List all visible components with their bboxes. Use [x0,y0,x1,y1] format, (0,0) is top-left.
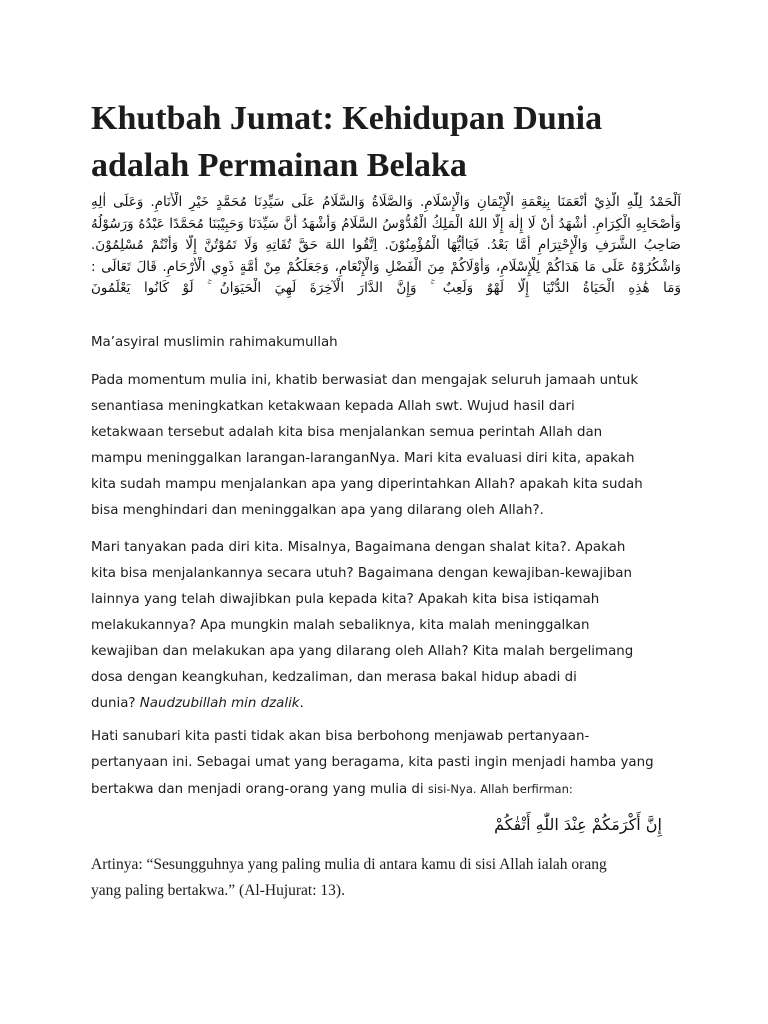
arabic-line: وَاشْكُرُوْهُ عَلَى مَا هَدَاكُمْ لِلْإِسْلَامِ، وَأَوْلَاكُمْ مِنَ الْفَضْلِ وَالْإِنْعَامِ، وَجَعَلَكُمْ مِنْ أُمَّةٍ ذَوِي الْأَرْحَامِ. قَالَ تَعَالَى : [91,258,681,275]
arabic-line: صَاحِبُ الشَّرَفِ وَالْإِحْتِرَامِ أَمَّا بَعْدُ. فَيَاأَيُّهَا الْمُؤْمِنُوْنَ. اِتَّقُوا اللهَ حَقَّ تُقَاتِهِ وَلَا تَمُوْتُنَّ إِلَّا وَأَنْتُمْ مُسْلِمُوْنَ. [91,237,681,253]
verse-translation [91,852,691,904]
arabic-line: وَأَصْحَابِهِ الْكِرَامِ. أَشْهَدُ أَنْ لَا إِلٰهَ إِلَّا اللهُ الْمَلِكُ الْقُدُّوْسُ السَّلَامُ وَأَشْهَدُ أَنَّ سَيِّدَنَا وَحَبِيْبَنَا مُحَمَّدًا عَبْدُهُ وَرَسُوْلُهُ [91,215,681,232]
arabic-opening-prayer [91,192,681,300]
paragraph-line: Hati sanubari kita pasti tidak akan bisa berbohong menjawab pertanyaan- [91,729,590,744]
page-title [91,95,691,189]
paragraph-line: kita bisa menjalankannya secara utuh? Bagaimana dengan kewajiban-kewajiban [91,566,632,581]
paragraph-line: lainnya yang telah diwajibkan pula kepada kita? Apakah kita bisa istiqamah [91,592,600,607]
italic-phrase: Naudzubillah min dzalik [139,696,300,711]
line-text: . [299,696,304,711]
paragraph-line: melakukannya? Apa mungkin malah sebaliknya, kita malah meninggalkan [91,618,590,633]
paragraph-line: senantiasa meningkatkan ketakwaan kepada Allah swt. Wujud hasil dari [91,399,575,414]
paragraph-line: mampu meninggalkan larangan-laranganNya. Mari kita evaluasi diri kita, apakah [91,451,635,466]
paragraph-line: Mari tanyakan pada diri kita. Misalnya, Bagaimana dengan shalat kita?. Apakah [91,540,626,555]
title-line-2: adalah Permainan Belaka [91,147,467,184]
paragraph-line [91,691,681,717]
paragraph-line: bisa menghindari dan meninggalkan apa yang dilarang oleh Allah?. [91,503,544,518]
arabic-line: اَلْحَمْدُ لِلّٰهِ الَّذِيْ أَنْعَمَنَا بِنِعْمَةِ الْإِيْمَانِ وَالْإِسْلَامِ. وَالصَّلَاةُ وَالسَّلَامُ عَلَى سَيِّدِنَا مُحَمَّدٍ خَيْرِ الْأَنَامِ. وَعَلَى اٰلِهِ [91,194,681,210]
line-text: dunia? [91,696,140,711]
paragraph-taqwa [91,368,681,524]
translation-line: Artinya: “Sesungguhnya yang paling mulia di antara kamu di sisi Allah ialah orang [91,856,607,873]
paragraph-line: kewajiban dan melakukan apa yang dilarang oleh Allah? Kita malah bergelimang [91,644,634,659]
paragraph-line: Pada momentum mulia ini, khatib berwasiat dan mengajak seluruh jamaah untuk [91,373,639,388]
paragraph-self-reflection [91,535,681,717]
paragraph-line: pertanyaan ini. Sebagai umat yang beragama, kita pasti ingin menjadi hamba yang [91,755,654,770]
title-line-1: Khutbah Jumat: Kehidupan Dunia [91,100,603,137]
quran-verse: إِنَّ أَكْرَمَكُمْ عِنْدَ اللّٰهِ أَتْقٰكُمْ [494,815,662,834]
line-text: bertakwa dan menjadi orang-orang yang mulia di [91,782,428,797]
paragraph-line: ketakwaan tersebut adalah kita bisa menjalankan semua perintah Allah dan [91,425,603,440]
translation-line: yang paling bertakwa.” (Al-Hujurat: 13). [91,882,345,899]
line-text-small: sisi-Nya. Allah berfirman: [427,782,573,796]
paragraph-conscience [91,724,681,803]
paragraph-line: dosa dengan keangkuhan, kedzaliman, dan merasa bakal hidup abadi di [91,670,577,685]
arabic-line: وَمَا هَٰذِهِ الْحَيَاةُ الدُّنْيَا إِلَّا لَهْوٌ وَلَعِبٌ ۚ وَإِنَّ الدَّارَ الْآخِرَةَ لَهِيَ الْحَيَوَانُ ۚ لَوْ كَانُوا يَعْلَمُونَ [91,280,681,296]
paragraph-line [91,776,681,803]
paragraph-line: kita sudah mampu menjalankan apa yang diperintahkan Allah? apakah kita sudah [91,477,643,492]
salutation: Ma’asyiral muslimin rahimakumullah [91,335,338,350]
